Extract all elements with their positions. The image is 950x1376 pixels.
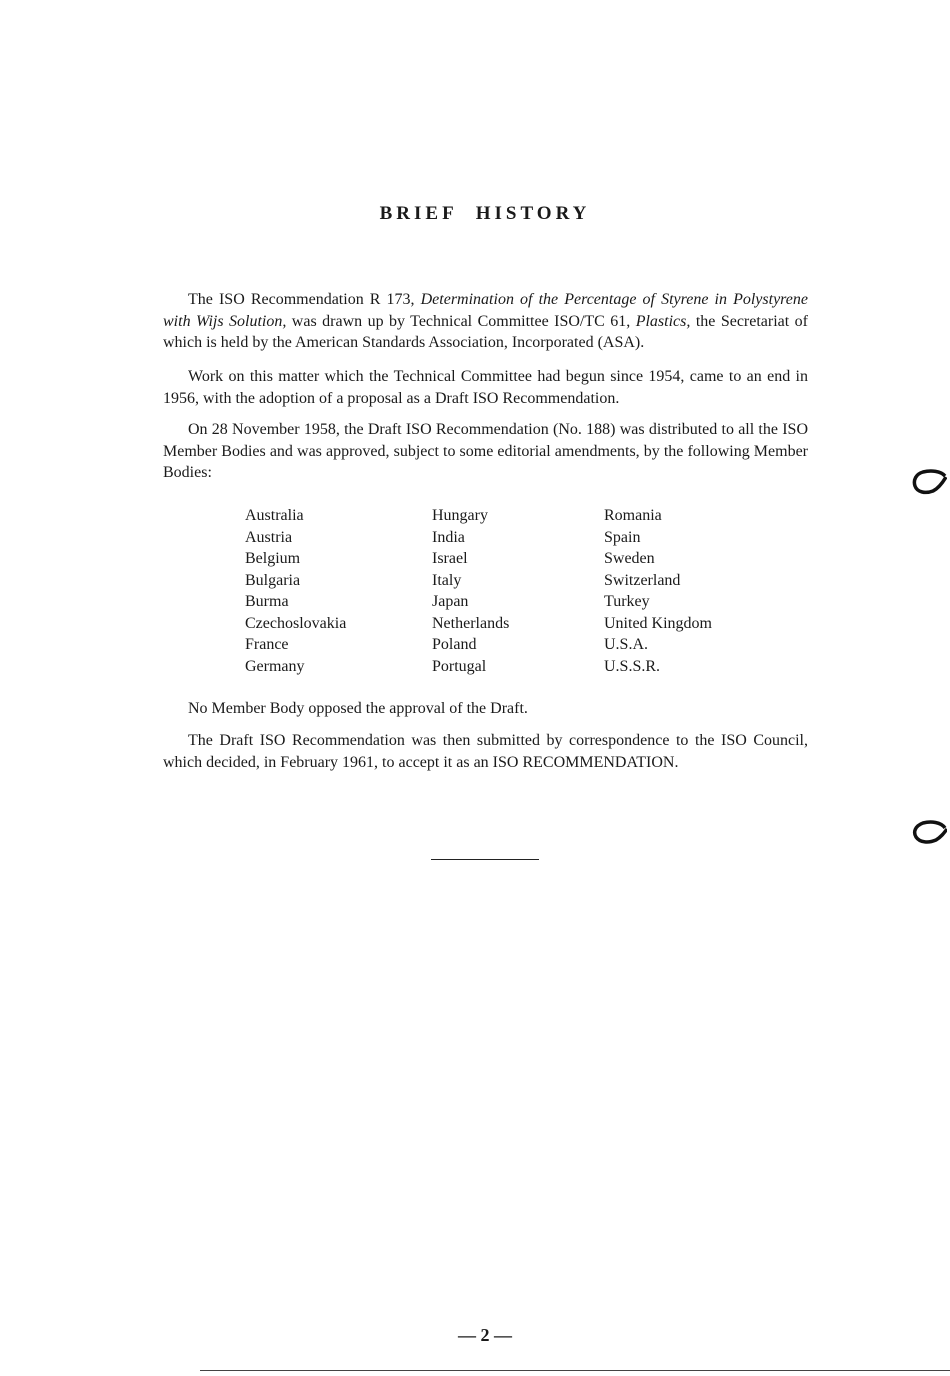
paragraph-no-opposition [163,698,808,731]
paragraph-council [163,730,808,784]
member-body: Austria [245,528,293,546]
paragraph-1-part2: was drawn up by Technical Committee ISO/TC 61, [286,312,636,330]
member-body: Japan [432,593,469,610]
member-body: Sweden [604,550,655,567]
section-divider [431,859,539,860]
member-body: India [432,528,465,546]
paragraph-3: On 28 November 1958, the Draft ISO Recommendation (No. 188) was distributed to all the ISO Member Bodies and was approved, subject to some editorial amendments, by the following Member Bodies: [163,421,808,481]
member-body: Portugal [432,657,487,675]
member-body: Germany [245,657,305,675]
paragraph-work [163,366,808,420]
member-body: Netherlands [432,614,510,632]
member-body: U.S.A. [604,636,649,653]
member-body: Switzerland [604,571,681,589]
member-body: Burma [245,593,289,610]
member-body: U.S.S.R. [604,657,661,675]
paragraph-5: The Draft ISO Recommendation was then submitted by correspondence to the ISO Council, which decided, in February 1961, to accept it as an ISO RECOMMENDATION. [163,732,808,771]
member-body: Belgium [245,550,301,567]
paragraph-1-part1: The ISO Recommendation R 173, [188,291,421,308]
page-title: BRIEF HISTORY [379,203,591,224]
member-body: France [245,636,289,653]
member-body: Turkey [604,593,650,610]
member-bodies-column-3 [604,505,712,677]
paragraph-4: No Member Body opposed the approval of the Draft. [188,700,528,717]
paragraph-1 [163,289,808,354]
member-body: Israel [432,550,468,567]
paragraph-distribution [163,419,808,495]
member-body: United Kingdom [604,614,712,632]
member-body: Romania [604,507,662,524]
committee-name: Plastics, [635,312,691,330]
paragraph-intro [163,289,808,365]
member-body: Hungary [432,507,488,524]
punch-hole-icon [911,468,947,496]
member-body: Poland [432,636,477,653]
member-body: Italy [432,571,462,589]
recommendation-title: Determination of the Percentage of Styrene in Polystyrene with Wijs Solution, [163,291,808,330]
member-body: Czechoslovakia [245,614,347,632]
paragraph-1-part3: the Secretariat of which is held by the American Standards Association, Incorporated (ASA). [163,312,808,351]
page-bottom-edge [200,1370,950,1371]
member-body: Spain [604,528,641,546]
page-number: — 2 — [458,1325,512,1345]
member-bodies-column-1 [245,505,346,677]
paragraph-2: Work on this matter which the Technical Committee had begun since 1954, came to an end in 1956, with the adoption of a proposal as a Draft ISO Recommendation. [163,368,808,407]
member-bodies-column-2 [432,505,509,677]
punch-hole-icon [911,818,947,846]
member-body: Bulgaria [245,571,301,589]
member-body: Australia [245,507,304,524]
